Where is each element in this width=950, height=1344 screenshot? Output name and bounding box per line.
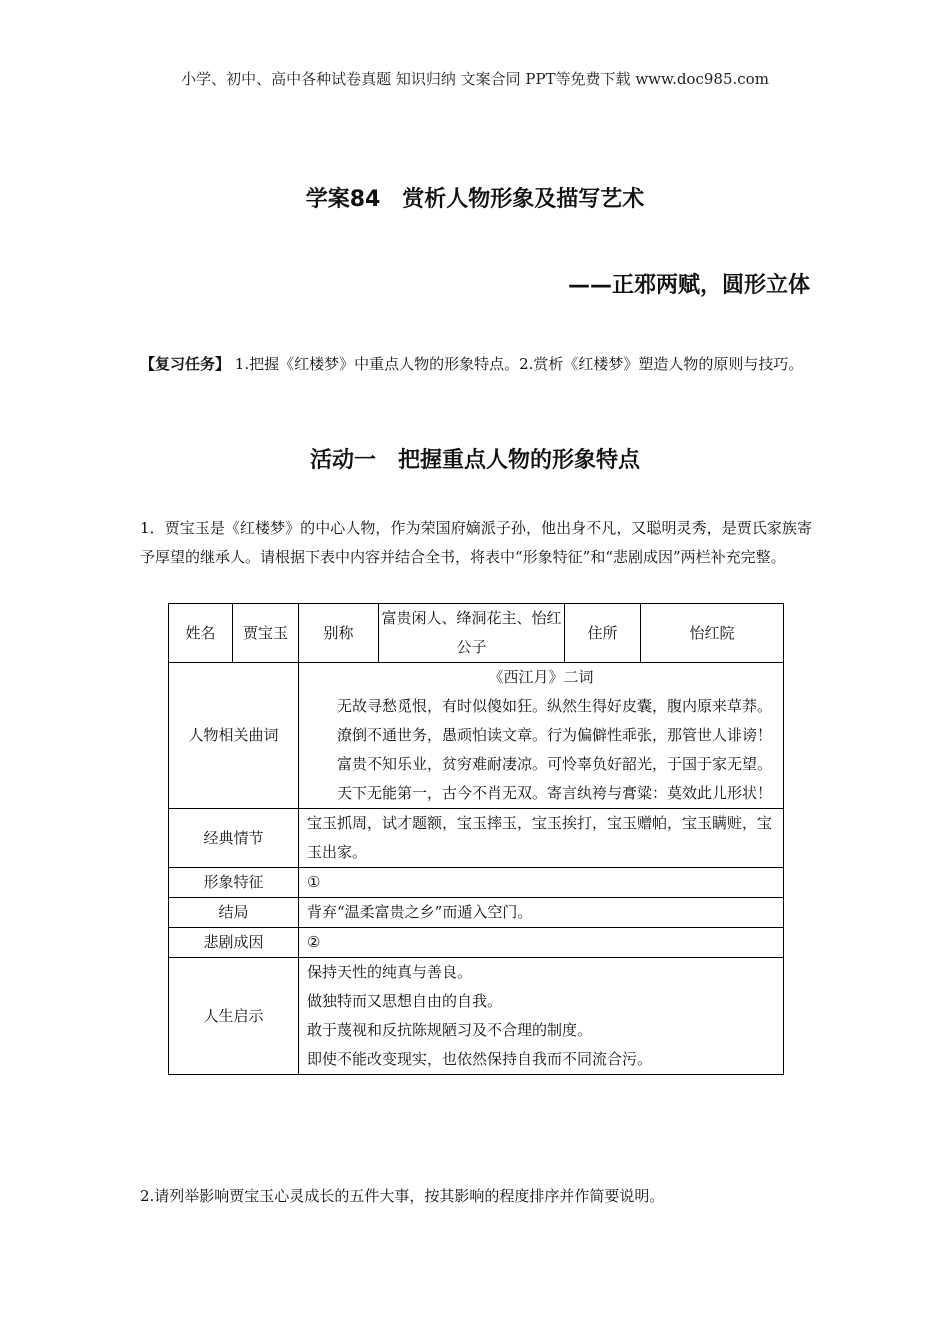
character-table xyxy=(168,603,784,1075)
lyrics-line: 天下无能第一，古今不肖无双。寄言纨袴与膏粱：莫效此儿形状！ xyxy=(337,784,773,802)
table-row-lyrics xyxy=(169,663,784,809)
question-1: 1．贾宝玉是《红楼梦》的中心人物，作为荣国府嫡派子孙，他出身不凡，又聪明灵秀，是贾氏家族寄予厚望的继承人。请根据下表中内容并结合全书，将表中“形象特征”和“悲剧成因”两栏补充完整。 xyxy=(140,519,812,566)
lyrics-content xyxy=(299,663,784,809)
insight-line: 敢于蔑视和反抗陈规陋习及不合理的制度。 xyxy=(307,1021,593,1039)
table-row-cause xyxy=(169,928,784,958)
cause-value: ② xyxy=(299,928,784,958)
table-row-plot xyxy=(169,809,784,868)
insight-label: 人生启示 xyxy=(169,958,299,1075)
ending-label: 结局 xyxy=(169,898,299,928)
traits-value: ① xyxy=(299,868,784,898)
ending-value: 背弃“温柔富贵之乡”而遁入空门。 xyxy=(299,898,784,928)
lyrics-title: 《西江月》二词 xyxy=(488,668,594,686)
alias-label: 别称 xyxy=(299,604,379,663)
name-value: 贾宝玉 xyxy=(233,604,299,663)
insight-line: 保持天性的纯真与善良。 xyxy=(307,963,473,981)
lyrics-label: 人物相关曲词 xyxy=(169,663,299,809)
lyrics-line: 无故寻愁觅恨，有时似傻如狂。纵然生得好皮囊，腹内原来草莽。 xyxy=(337,697,773,715)
table-row-insight xyxy=(169,958,784,1075)
lyrics-line: 富贵不知乐业，贫穷难耐凄凉。可怜辜负好韶光，于国于家无望。 xyxy=(337,755,773,773)
activity-title: 活动一 把握重点人物的形象特点 xyxy=(309,448,640,473)
page-title: 学案84 赏析人物形象及描写艺术 xyxy=(305,187,645,212)
traits-label: 形象特征 xyxy=(169,868,299,898)
cause-label: 悲剧成因 xyxy=(169,928,299,958)
insight-content xyxy=(299,958,784,1075)
page-subtitle: ——正邪两赋，圆形立体 xyxy=(567,273,810,298)
review-task xyxy=(140,350,812,379)
review-task-text: 1.把握《红楼梦》中重点人物的形象特点。2.赏析《红楼梦》塑造人物的原则与技巧。 xyxy=(230,355,804,373)
plot-label: 经典情节 xyxy=(169,809,299,868)
table-row-ending xyxy=(169,898,784,928)
page-header: 小学、初中、高中各种试卷真题 知识归纳 文案合同 PPT等免费下载 www.doc985.com xyxy=(181,70,769,88)
table-row-header xyxy=(169,604,784,663)
lyrics-line: 潦倒不通世务，愚顽怕读文章。行为偏僻性乖张，那管世人诽谤！ xyxy=(337,726,773,744)
name-label: 姓名 xyxy=(169,604,233,663)
alias-value: 富贵闲人、绛洞花主、怡红公子 xyxy=(379,604,565,663)
plot-value: 宝玉抓周，试才题额，宝玉摔玉，宝玉挨打，宝玉赠帕，宝玉瞒赃，宝玉出家。 xyxy=(299,809,784,868)
question-2: 2.请列举影响贾宝玉心灵成长的五件大事，按其影响的程度排序并作简要说明。 xyxy=(140,1187,665,1205)
insight-line: 即使不能改变现实，也依然保持自我而不同流合污。 xyxy=(307,1050,653,1068)
insight-line: 做独特而又思想自由的自我。 xyxy=(307,992,503,1010)
residence-label: 住所 xyxy=(565,604,641,663)
table-row-traits xyxy=(169,868,784,898)
residence-value: 怡红院 xyxy=(641,604,784,663)
review-task-label: 【复习任务】 xyxy=(140,355,231,373)
